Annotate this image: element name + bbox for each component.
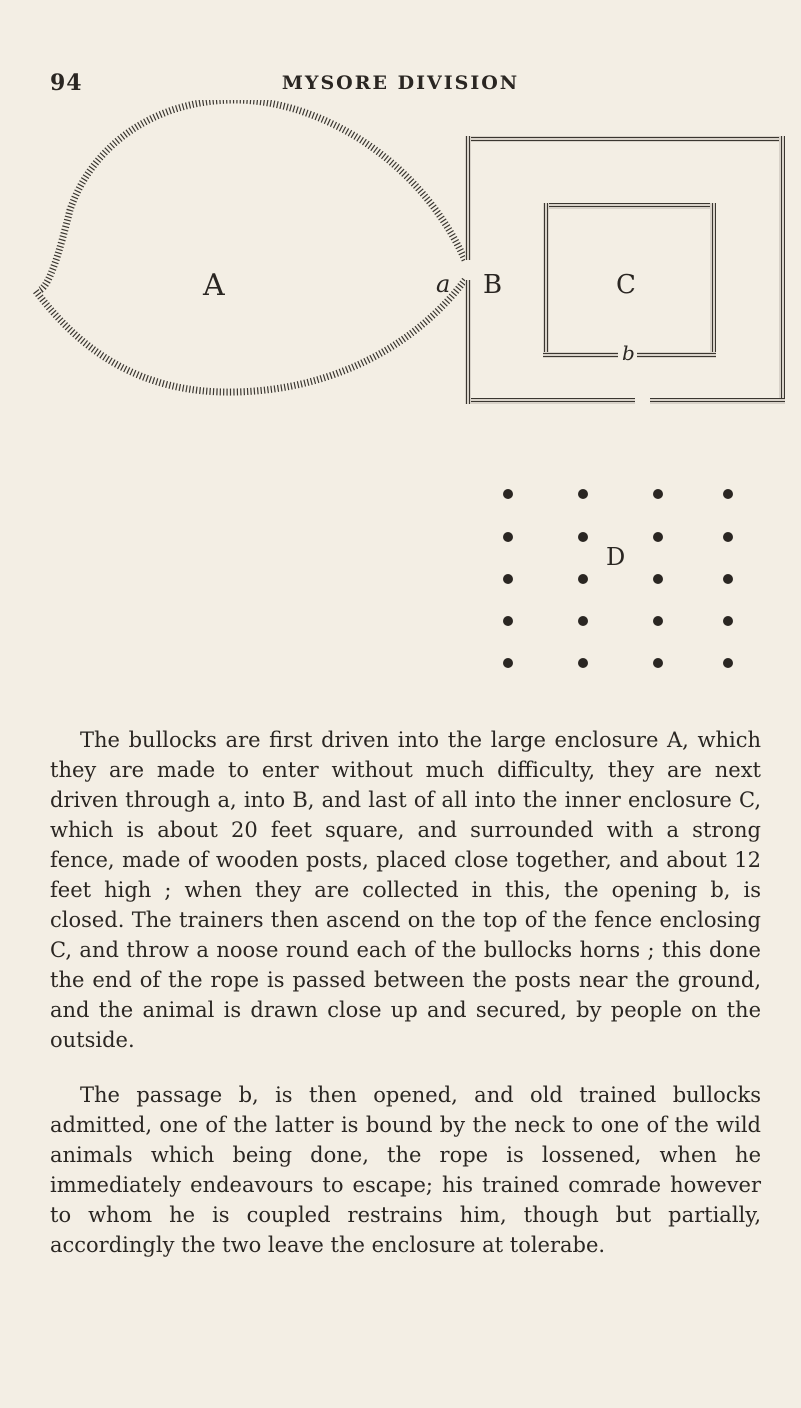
post-dot — [653, 616, 663, 626]
post-dot — [653, 658, 663, 668]
post-dot — [578, 574, 588, 584]
post-dot — [723, 616, 733, 626]
label-area-d: D — [606, 543, 626, 571]
post-dot — [723, 658, 733, 668]
post-dot — [503, 574, 513, 584]
post-dot — [503, 658, 513, 668]
posts-grid-d — [503, 489, 733, 668]
enclosure-c-bottom-wall-left — [543, 352, 618, 358]
label-enclosure-c: C — [616, 270, 636, 300]
post-dot — [503, 489, 513, 499]
post-dot — [578, 532, 588, 542]
post-dot — [723, 532, 733, 542]
post-dot — [578, 489, 588, 499]
post-dot — [503, 616, 513, 626]
label-enclosure-b: B — [483, 270, 503, 300]
post-dot — [503, 532, 513, 542]
post-dot — [578, 616, 588, 626]
enclosure-a-upper-arc — [40, 100, 465, 290]
post-dot — [723, 574, 733, 584]
enclosure-c-left-wall — [543, 203, 549, 358]
post-dot — [723, 489, 733, 499]
page-number: 94 — [50, 70, 83, 96]
paragraph-1: The bullocks are first driven into the large enclosure A, which they are made to enter without much difficulty, they are next driven through a, into B, and last of all into the inner enclosure C, which is about 20 feet square, and surrounded with a strong fence, made of wooden posts, placed close together, and about 12 feet high ; when they are collected in this, the opening b, is closed. The trainers then ascend on the top of the fence enclosing C, and throw a noose round each of the bullocks horns ; this done the end of the rope is passed between the posts near the ground, and the animal is drawn close up and secured, by people on the outside. — [50, 728, 761, 1052]
label-opening-b: b — [622, 341, 635, 365]
post-dot — [653, 574, 663, 584]
enclosure-b-left-wall-lower — [465, 280, 471, 404]
enclosure-a-lower-arc — [35, 280, 465, 392]
body-text — [50, 725, 761, 1285]
enclosure-b-bottom-wall-left — [465, 398, 635, 404]
enclosure-diagram-svg — [0, 100, 801, 720]
enclosure-diagram — [0, 100, 801, 720]
enclosure-c-top-wall — [543, 203, 716, 209]
enclosure-b-left-wall-upper — [465, 136, 471, 260]
enclosure-b-right-wall — [779, 136, 785, 404]
page-header — [0, 70, 801, 100]
post-dot — [653, 532, 663, 542]
post-dot — [578, 658, 588, 668]
running-head: MYSORE DIVISION — [281, 72, 520, 94]
label-opening-a: a — [436, 270, 451, 298]
enclosure-b-top-wall — [465, 136, 785, 142]
enclosure-a-fence — [35, 100, 465, 392]
enclosure-c-bottom-wall-right — [637, 352, 716, 358]
enclosure-c-right-wall — [710, 203, 716, 358]
paragraph-2: The passage b, is then opened, and old trained bullocks admitted, one of the latter is bound by the neck to one of the wild animals which being done, the rope is lossened, when he immediately endeavours to escape; his trained comrade however to whom he is coupled restrains him, though but partially, accordingly the two leave the enclosure at tolerabe. — [50, 1083, 761, 1257]
post-dot — [653, 489, 663, 499]
label-enclosure-a: A — [203, 268, 225, 303]
enclosure-b-bottom-wall-right — [650, 398, 785, 404]
